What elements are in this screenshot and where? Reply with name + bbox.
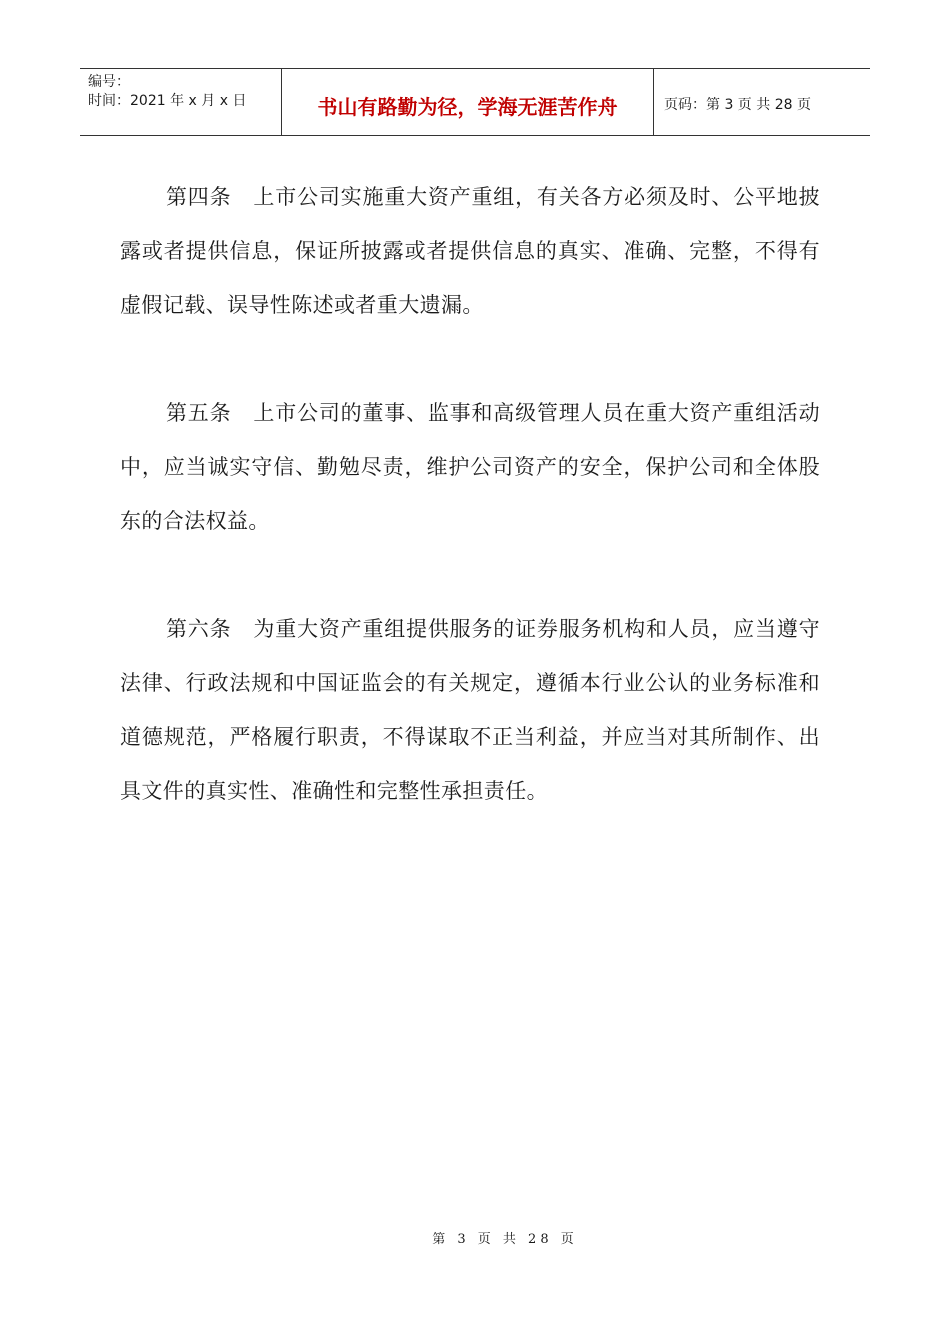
page-header [80, 68, 870, 136]
header-motto: 书山有路勤为径，学海无涯苦作舟 [282, 69, 654, 135]
article-4 [120, 170, 820, 332]
article-number: 第五条 [166, 401, 232, 425]
article-text: 为重大资产重组提供服务的证券服务机构和人员，应当遵守法律、行政法规和中国证监会的有关规定，遵循本行业公认的业务标准和道德规范，严格履行职责，不得谋取不正当利益，并应当对其所制作、出具文件的真实性、准确性和完整性承担责任。 [120, 617, 820, 803]
article-6 [120, 602, 820, 818]
footer-page-number: 第 3 页 共 28 页 [432, 1232, 578, 1247]
article-number: 第六条 [166, 617, 232, 641]
header-page-code: 页码：第 3 页 共 28 页 [664, 97, 811, 113]
document-number-label: 编号： [88, 74, 130, 90]
article-text: 上市公司的董事、监事和高级管理人员在重大资产重组活动中，应当诚实守信、勤勉尽责，维护公司资产的安全，保护公司和全体股东的合法权益。 [120, 401, 820, 533]
document-time-label: 时间：2021 年 x 月 x 日 [88, 93, 247, 109]
page-footer [0, 1228, 950, 1247]
article-5 [120, 386, 820, 548]
header-meta [80, 69, 282, 135]
article-number: 第四条 [166, 185, 232, 209]
document-body [120, 170, 820, 872]
article-text: 上市公司实施重大资产重组，有关各方必须及时、公平地披露或者提供信息，保证所披露或者提供信息的真实、准确、完整，不得有虚假记载、误导性陈述或者重大遗漏。 [120, 185, 820, 317]
